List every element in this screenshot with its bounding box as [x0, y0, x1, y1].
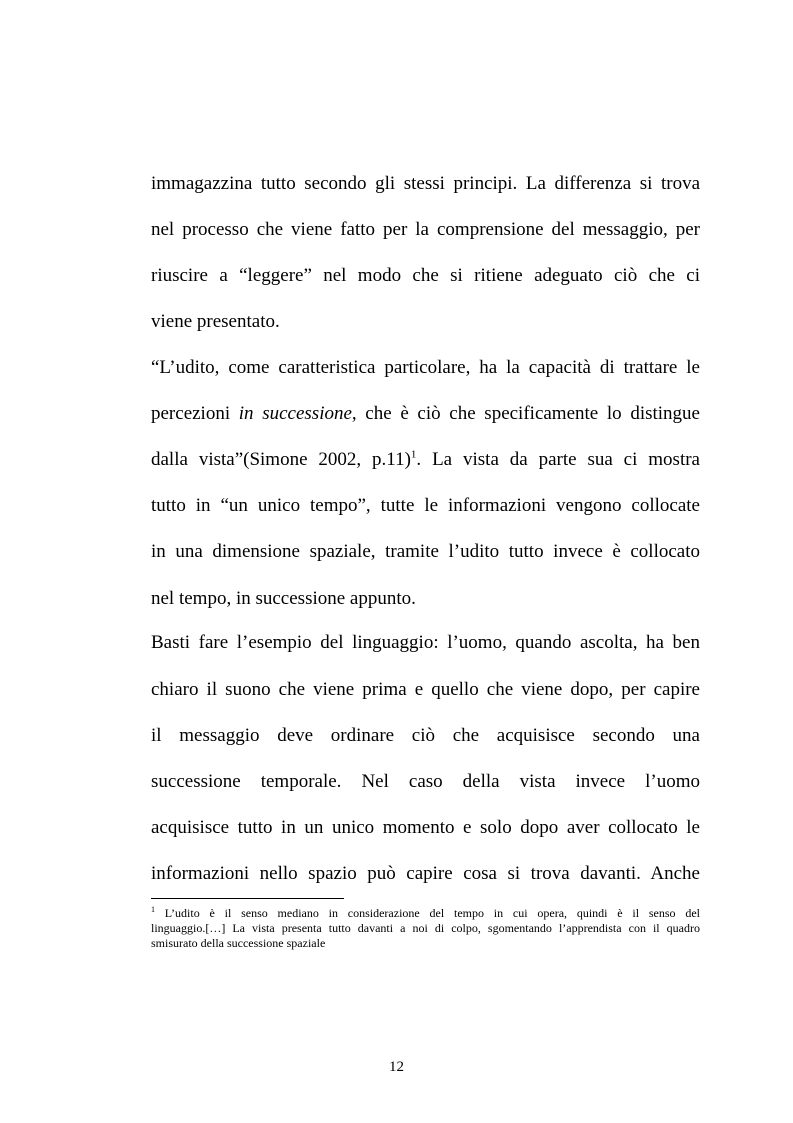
body-line-13: il messaggio deve ordinare ciò che acquisisce secondo una [151, 725, 700, 746]
body-line-6-pre: percezioni [151, 403, 239, 424]
body-line-6-post: , che è ciò che specificamente lo distingue [351, 403, 700, 424]
footnote-line-3: smisurato della successione spaziale [151, 936, 326, 950]
body-line-10: nel tempo, in successione appunto. [151, 588, 416, 609]
body-line-7 [151, 448, 700, 472]
body-line-8: tutto in “un unico tempo”, tutte le informazioni vengono collocate [151, 495, 700, 516]
body-line-5: “L’udito, come caratteristica particolare, ha la capacità di trattare le [151, 357, 700, 378]
body-line-7-post: . La vista da parte sua ci mostra [416, 449, 700, 470]
footnote-divider [151, 898, 344, 899]
body-line-1: immagazzina tutto secondo gli stessi principi. La differenza si trova [151, 173, 700, 194]
italic-phrase: in successione [238, 403, 352, 424]
footnote-line-2: linguaggio.[…] La vista presenta tutto davanti a noi di colpo, sgomentando l’apprendista con il quadro [151, 921, 700, 935]
body-line-7-pre: dalla vista”(Simone 2002, p.11) [151, 449, 411, 470]
footnote-line-1 [151, 906, 700, 921]
body-line-11: Basti fare l’esempio del linguaggio: l’uomo, quando ascolta, ha ben [151, 632, 700, 653]
body-line-16: informazioni nello spazio può capire cosa si trova davanti. Anche [151, 863, 700, 884]
body-line-14: successione temporale. Nel caso della vista invece l’uomo [151, 771, 700, 792]
body-line-12: chiaro il suono che viene prima e quello che viene dopo, per capire [151, 679, 700, 700]
body-line-15: acquisisce tutto in un unico momento e solo dopo aver collocato le [151, 817, 700, 838]
body-line-6 [151, 402, 700, 426]
page-number: 12 [389, 1059, 404, 1075]
body-line-4: viene presentato. [151, 311, 280, 332]
body-line-2: nel processo che viene fatto per la comprensione del messaggio, per [151, 219, 700, 240]
body-line-9: in una dimensione spaziale, tramite l’udito tutto invece è collocato [151, 541, 700, 562]
footnote-reference: 1 [410, 448, 417, 461]
footnote-marker: 1 [151, 905, 155, 914]
footnote-line-1-text: L’udito è il senso mediano in considerazione del tempo in cui opera, quindi è il senso del [164, 906, 700, 920]
body-line-3: riuscire a “leggere” nel modo che si ritiene adeguato ciò che ci [151, 265, 700, 286]
